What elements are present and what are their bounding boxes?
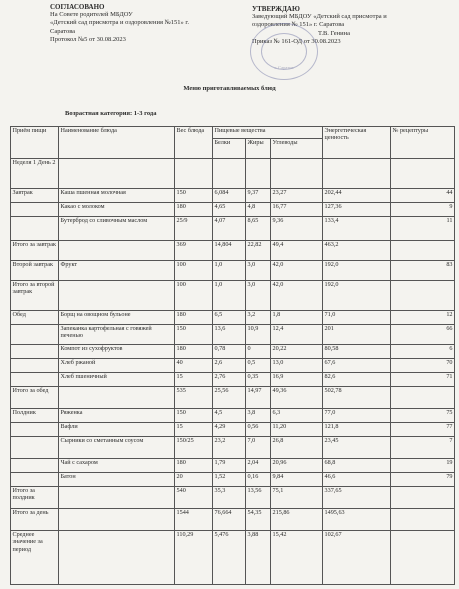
cell-carbs: 20,22	[271, 345, 323, 359]
cell-recipe: 77	[391, 423, 455, 437]
cell-recipe: 66	[391, 325, 455, 345]
cell-weight: 180	[175, 203, 213, 217]
cell-weight: 20	[175, 473, 213, 487]
cell-recipe: 19	[391, 459, 455, 473]
header-dish: Наименование блюда	[59, 127, 175, 159]
cell-recipe: 9	[391, 203, 455, 217]
header-weight: Вес блюда	[175, 127, 213, 159]
cell-meal: Итого за второй завтрак	[11, 281, 59, 311]
cell-dish	[59, 387, 175, 409]
cell-weight: 25/9	[175, 217, 213, 241]
table-row	[11, 437, 455, 459]
cell-weight: 180	[175, 345, 213, 359]
cell-energy: 192,0	[323, 261, 391, 281]
approval-right-line: Т.В. Генина	[318, 29, 350, 37]
cell-meal: Второй завтрак	[11, 261, 59, 281]
table-row	[11, 387, 455, 409]
cell-carbs: 42,0	[271, 261, 323, 281]
cell-meal	[11, 423, 59, 437]
cell-carbs: 49,36	[271, 387, 323, 409]
cell-recipe	[391, 487, 455, 509]
header-protein: Белки	[213, 139, 246, 159]
header-carbs: Углеводы	[271, 139, 323, 159]
cell-weight: 369	[175, 241, 213, 261]
header-nutrients: Пищевые вещества	[213, 127, 323, 139]
cell-weight: 40	[175, 359, 213, 373]
cell-protein: 35,3	[213, 487, 246, 509]
cell-dish: Ряженка	[59, 409, 175, 423]
cell-carbs: 16,9	[271, 373, 323, 387]
cell-protein: 4,07	[213, 217, 246, 241]
cell-carbs: 20,96	[271, 459, 323, 473]
approval-right-line: Заведующий МБДОУ «Детский сад присмотра и	[252, 13, 387, 21]
cell-protein: 0,78	[213, 345, 246, 359]
cell-meal	[11, 203, 59, 217]
cell-protein: 5,476	[213, 531, 246, 585]
cell-meal	[11, 345, 59, 359]
cell-recipe: 6	[391, 345, 455, 359]
cell-fat: 13,56	[246, 487, 271, 509]
cell-weight: 150	[175, 189, 213, 203]
cell-recipe: 71	[391, 373, 455, 387]
cell-weight: 150/25	[175, 437, 213, 459]
table-row	[11, 359, 455, 373]
approval-left-line: Саратова	[50, 27, 76, 35]
cell-carbs: 13,0	[271, 359, 323, 373]
cell-fat: 0,5	[246, 359, 271, 373]
cell-energy: 192,0	[323, 281, 391, 311]
cell-carbs: 16,77	[271, 203, 323, 217]
cell-weight	[175, 159, 213, 189]
table-row	[11, 281, 455, 311]
table-row	[11, 423, 455, 437]
cell-carbs: 42,0	[271, 281, 323, 311]
cell-protein: 76,664	[213, 509, 246, 531]
approval-left-line: На Совете родителей МБДОУ	[50, 11, 133, 19]
cell-recipe: 44	[391, 189, 455, 203]
cell-energy: 133,4	[323, 217, 391, 241]
cell-energy: 46,6	[323, 473, 391, 487]
cell-carbs: 6,3	[271, 409, 323, 423]
cell-protein: 1,52	[213, 473, 246, 487]
table-row	[11, 409, 455, 423]
cell-carbs: 26,8	[271, 437, 323, 459]
cell-fat: 10,9	[246, 325, 271, 345]
cell-dish: Фрукт	[59, 261, 175, 281]
cell-recipe	[391, 509, 455, 531]
cell-protein: 1,79	[213, 459, 246, 473]
cell-fat: 3,2	[246, 311, 271, 325]
cell-fat: 7,0	[246, 437, 271, 459]
cell-energy: 23,45	[323, 437, 391, 459]
cell-carbs: 49,4	[271, 241, 323, 261]
cell-weight: 1544	[175, 509, 213, 531]
table-row	[11, 373, 455, 387]
cell-fat: 3,88	[246, 531, 271, 585]
cell-dish	[59, 531, 175, 585]
cell-dish: Батон	[59, 473, 175, 487]
cell-recipe	[391, 159, 455, 189]
cell-weight: 100	[175, 281, 213, 311]
cell-meal: Итого за полдник	[11, 487, 59, 509]
table-row	[11, 203, 455, 217]
cell-energy: 80,58	[323, 345, 391, 359]
cell-meal: Полдник	[11, 409, 59, 423]
cell-fat: 3,8	[246, 409, 271, 423]
cell-energy: 71,0	[323, 311, 391, 325]
table-row	[11, 241, 455, 261]
cell-weight: 100	[175, 261, 213, 281]
cell-recipe	[391, 387, 455, 409]
cell-energy: 463,2	[323, 241, 391, 261]
cell-dish: Компот из сухофруктов	[59, 345, 175, 359]
cell-meal: Среднее значение за период	[11, 531, 59, 585]
cell-protein: 13,6	[213, 325, 246, 345]
cell-protein: 23,2	[213, 437, 246, 459]
cell-dish: Хлеб пшеничный	[59, 373, 175, 387]
cell-carbs: 23,27	[271, 189, 323, 203]
cell-recipe: 11	[391, 217, 455, 241]
table-row	[11, 473, 455, 487]
cell-meal	[11, 373, 59, 387]
cell-weight: 150	[175, 325, 213, 345]
age-category: Возрастная категория: 1-3 года	[65, 110, 157, 117]
cell-fat: 8,65	[246, 217, 271, 241]
cell-dish	[59, 509, 175, 531]
cell-carbs: 75,1	[271, 487, 323, 509]
header-meal: Приём пищи	[11, 127, 59, 159]
approval-right-line: оздоровления № 151» г. Саратова	[252, 21, 345, 29]
cell-protein: 6,5	[213, 311, 246, 325]
cell-recipe: 70	[391, 359, 455, 373]
cell-dish	[59, 241, 175, 261]
cell-carbs: 12,4	[271, 325, 323, 345]
cell-weight: 150	[175, 409, 213, 423]
cell-energy: 68,8	[323, 459, 391, 473]
cell-protein: 2,6	[213, 359, 246, 373]
approval-block-left	[50, 3, 250, 44]
cell-fat: 54,35	[246, 509, 271, 531]
cell-fat: 3,0	[246, 281, 271, 311]
cell-recipe: 79	[391, 473, 455, 487]
cell-protein: 4,65	[213, 203, 246, 217]
cell-dish: Хлеб ржаной	[59, 359, 175, 373]
cell-dish	[59, 159, 175, 189]
cell-meal: Неделя 1 День 2	[11, 159, 59, 189]
header-energy: Энергетическая ценность	[323, 127, 391, 159]
cell-recipe	[391, 281, 455, 311]
menu-table	[10, 126, 455, 585]
cell-carbs: 1,8	[271, 311, 323, 325]
cell-weight: 15	[175, 423, 213, 437]
cell-energy: 127,36	[323, 203, 391, 217]
cell-meal	[11, 359, 59, 373]
cell-energy: 77,0	[323, 409, 391, 423]
cell-fat: 2,04	[246, 459, 271, 473]
cell-meal	[11, 473, 59, 487]
cell-weight: 540	[175, 487, 213, 509]
cell-weight: 180	[175, 459, 213, 473]
cell-fat: 0,35	[246, 373, 271, 387]
header-recipe: № рецептуры	[391, 127, 455, 159]
cell-fat: 4,8	[246, 203, 271, 217]
cell-carbs: 15,42	[271, 531, 323, 585]
cell-energy: 102,67	[323, 531, 391, 585]
cell-energy: 201	[323, 325, 391, 345]
cell-protein: 4,5	[213, 409, 246, 423]
cell-carbs: 215,86	[271, 509, 323, 531]
table-row	[11, 189, 455, 203]
header-fat: Жиры	[246, 139, 271, 159]
cell-fat: 22,82	[246, 241, 271, 261]
table-row	[11, 311, 455, 325]
cell-dish: Какао с молоком	[59, 203, 175, 217]
cell-dish: Каша пшенная молочная	[59, 189, 175, 203]
cell-dish: Запеканка картофельная с говяжей печенью	[59, 325, 175, 345]
cell-energy: 337,65	[323, 487, 391, 509]
cell-energy: 502,78	[323, 387, 391, 409]
cell-meal: Завтрак	[11, 189, 59, 203]
cell-meal	[11, 217, 59, 241]
cell-dish	[59, 487, 175, 509]
cell-recipe	[391, 531, 455, 585]
cell-weight: 535	[175, 387, 213, 409]
cell-weight: 180	[175, 311, 213, 325]
approval-left-line: «Детский сад присмотра и оздоровления №151» г.	[50, 19, 189, 27]
cell-energy: 67,6	[323, 359, 391, 373]
menu-table-body	[11, 159, 455, 585]
cell-energy: 82,6	[323, 373, 391, 387]
cell-dish	[59, 281, 175, 311]
cell-dish: Сырники со сметанным соусом	[59, 437, 175, 459]
cell-fat: 9,37	[246, 189, 271, 203]
table-row	[11, 487, 455, 509]
cell-meal: Обед	[11, 311, 59, 325]
cell-recipe: 7	[391, 437, 455, 459]
cell-dish: Чай с сахаром	[59, 459, 175, 473]
cell-weight: 110,29	[175, 531, 213, 585]
table-row	[11, 261, 455, 281]
cell-energy: 121,8	[323, 423, 391, 437]
cell-meal	[11, 437, 59, 459]
cell-energy	[323, 159, 391, 189]
approval-right-line: Приказ № 161-ОД от 30.08.2023	[252, 37, 341, 45]
table-row	[11, 509, 455, 531]
cell-protein: 1,0	[213, 261, 246, 281]
table-row	[11, 325, 455, 345]
cell-protein: 2,76	[213, 373, 246, 387]
stamp-text: г. Саратов	[274, 65, 294, 70]
cell-recipe: 75	[391, 409, 455, 423]
table-row	[11, 531, 455, 585]
cell-dish: Бутерброд со сливочным маслом	[59, 217, 175, 241]
cell-protein: 14,804	[213, 241, 246, 261]
cell-meal	[11, 459, 59, 473]
cell-carbs: 9,36	[271, 217, 323, 241]
cell-dish: Борщ на овощном бульоне	[59, 311, 175, 325]
cell-recipe	[391, 241, 455, 261]
cell-recipe: 12	[391, 311, 455, 325]
cell-energy: 1495,63	[323, 509, 391, 531]
cell-fat: 0	[246, 345, 271, 359]
cell-recipe: 83	[391, 261, 455, 281]
cell-fat: 3,0	[246, 261, 271, 281]
cell-protein	[213, 159, 246, 189]
cell-carbs: 11,20	[271, 423, 323, 437]
cell-meal	[11, 325, 59, 345]
cell-carbs: 9,84	[271, 473, 323, 487]
table-row	[11, 159, 455, 189]
cell-protein: 4,29	[213, 423, 246, 437]
approval-left-title: СОГЛАСОВАНО	[50, 3, 105, 11]
menu-title: Меню приготавливаемых блюд	[183, 85, 276, 92]
approval-right-title: УТВЕРЖДАЮ	[252, 5, 300, 13]
cell-weight: 15	[175, 373, 213, 387]
cell-energy: 202,44	[323, 189, 391, 203]
table-row	[11, 345, 455, 359]
cell-fat: 0,16	[246, 473, 271, 487]
cell-fat	[246, 159, 271, 189]
approval-block-right	[252, 5, 458, 46]
cell-protein: 1,0	[213, 281, 246, 311]
approval-left-line: Протокол №5 от 30.08.2023	[50, 35, 126, 43]
cell-protein: 6,084	[213, 189, 246, 203]
cell-meal: Итого за день	[11, 509, 59, 531]
cell-protein: 25,56	[213, 387, 246, 409]
cell-fat: 14,97	[246, 387, 271, 409]
table-row	[11, 217, 455, 241]
cell-dish: Вафли	[59, 423, 175, 437]
cell-carbs	[271, 159, 323, 189]
cell-meal: Итого за завтрак	[11, 241, 59, 261]
cell-fat: 0,56	[246, 423, 271, 437]
table-row	[11, 459, 455, 473]
cell-meal: Итого за обед	[11, 387, 59, 409]
